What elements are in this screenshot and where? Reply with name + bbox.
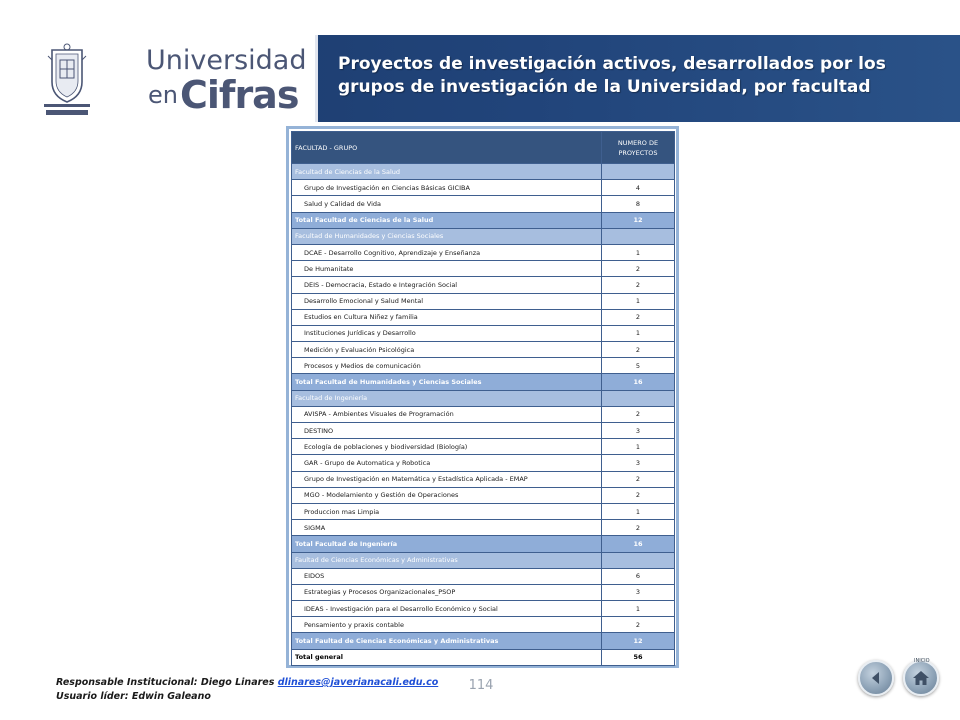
row-value: 2: [602, 471, 675, 487]
table-row: [292, 617, 675, 633]
row-value: 3: [602, 455, 675, 471]
total-row: [292, 374, 675, 390]
row-value: 2: [602, 309, 675, 325]
row-label: Total Facultad de Ciencias de la Salud: [292, 212, 602, 228]
table-row: [292, 293, 675, 309]
row-value: 1: [602, 503, 675, 519]
row-value: 1: [602, 439, 675, 455]
table-row: [292, 487, 675, 503]
row-label: DESTINO: [292, 423, 602, 439]
row-value: 2: [602, 261, 675, 277]
row-label: Total Facultad de Humanidades y Ciencias Sociales: [292, 374, 602, 390]
row-label: Facultad de Ingeniería: [292, 390, 602, 406]
brand-line1: Universidad: [146, 45, 307, 76]
brand-wordmark: [142, 45, 312, 121]
row-value: 16: [602, 374, 675, 390]
row-label: Instituciones Jurídicas y Desarrollo: [292, 325, 602, 341]
table-row: [292, 423, 675, 439]
header-banner: [0, 35, 960, 122]
table-row: [292, 584, 675, 600]
brand-line2-small: en: [148, 81, 178, 109]
footer-credits: [56, 676, 476, 704]
row-value: 2: [602, 487, 675, 503]
back-arrow-icon: [866, 668, 886, 688]
responsible-line: [56, 676, 476, 690]
table-row: [292, 601, 675, 617]
page-number: 114: [468, 678, 494, 693]
row-value: [602, 164, 675, 180]
row-value: 12: [602, 633, 675, 649]
row-label: GAR - Grupo de Automatica y Robotica: [292, 455, 602, 471]
table-row: [292, 568, 675, 584]
row-value: 12: [602, 212, 675, 228]
home-button[interactable]: [903, 660, 939, 696]
table-row: [292, 455, 675, 471]
row-value: 3: [602, 423, 675, 439]
table-row: [292, 180, 675, 196]
row-value: 2: [602, 342, 675, 358]
university-logo: [38, 42, 96, 118]
row-value: [602, 228, 675, 244]
row-label: SIGMA: [292, 520, 602, 536]
faculty-row: [292, 390, 675, 406]
row-label: De Humanitate: [292, 261, 602, 277]
brand-line2-big: Cifras: [180, 73, 299, 117]
column-header-count: NUMERO DE PROYECTOS: [602, 132, 675, 164]
table-row: [292, 439, 675, 455]
row-label: Total general: [292, 649, 602, 665]
row-value: [602, 390, 675, 406]
row-value: 8: [602, 196, 675, 212]
crest-icon: [38, 42, 96, 118]
table-row: [292, 406, 675, 422]
row-label: Ecología de poblaciones y biodiversidad (Biología): [292, 439, 602, 455]
table-header-row: [292, 132, 675, 164]
row-value: 1: [602, 325, 675, 341]
row-label: AVISPA - Ambientes Visuales de Programación: [292, 406, 602, 422]
row-label: DEIS - Democracia, Estado e Integración Social: [292, 277, 602, 293]
table-row: [292, 520, 675, 536]
responsible-text: Responsable Institucional: Diego Linares: [56, 677, 278, 688]
row-label: DCAE - Desarrollo Cognitivo, Aprendizaje y Enseñanza: [292, 244, 602, 260]
faculty-row: [292, 164, 675, 180]
table-row: [292, 342, 675, 358]
page-title: Proyectos de investigación activos, desarrollados por los grupos de investigación de la Universidad, por facultad: [338, 54, 886, 97]
table-row: [292, 325, 675, 341]
table-row: [292, 309, 675, 325]
table-body: [292, 164, 675, 666]
grand-total-row: [292, 649, 675, 665]
total-row: [292, 212, 675, 228]
row-value: 2: [602, 277, 675, 293]
back-button[interactable]: [858, 660, 894, 696]
row-label: Salud y Calidad de Vida: [292, 196, 602, 212]
table-row: [292, 358, 675, 374]
row-label: Facultad de Humanidades y Ciencias Sociales: [292, 228, 602, 244]
row-label: Total Faultad de Ciencias Económicas y Administrativas: [292, 633, 602, 649]
row-value: 3: [602, 584, 675, 600]
row-label: MGO - Modelamiento y Gestión de Operaciones: [292, 487, 602, 503]
row-label: Faultad de Ciencias Económicas y Administrativas: [292, 552, 602, 568]
projects-table: [291, 131, 675, 666]
row-label: Estudios en Cultura Niñez y familia: [292, 309, 602, 325]
row-value: 16: [602, 536, 675, 552]
leader-line: Usuario líder: Edwin Galeano: [56, 691, 211, 702]
row-label: Desarrollo Emocional y Salud Mental: [292, 293, 602, 309]
row-value: 2: [602, 617, 675, 633]
row-value: 4: [602, 180, 675, 196]
table-row: [292, 471, 675, 487]
home-icon: [911, 668, 931, 688]
total-row: [292, 536, 675, 552]
row-label: Grupo de Investigación en Ciencias Básicas GICIBA: [292, 180, 602, 196]
faculty-row: [292, 228, 675, 244]
row-label: Pensamiento y praxis contable: [292, 617, 602, 633]
table-row: [292, 244, 675, 260]
faculty-row: [292, 552, 675, 568]
column-header-group: FACULTAD - GRUPO: [292, 132, 602, 164]
row-label: Procesos y Medios de comunicación: [292, 358, 602, 374]
home-tag: INICIO: [914, 658, 930, 664]
row-value: 6: [602, 568, 675, 584]
table-row: [292, 261, 675, 277]
row-value: 5: [602, 358, 675, 374]
row-label: Estrategias y Procesos Organizacionales_PSOP: [292, 584, 602, 600]
row-value: 1: [602, 601, 675, 617]
row-label: Medición y Evaluación Psicológica: [292, 342, 602, 358]
row-label: IDEAS - Investigación para el Desarrollo Económico y Social: [292, 601, 602, 617]
row-value: 1: [602, 244, 675, 260]
row-label: Facultad de Ciencias de la Salud: [292, 164, 602, 180]
row-label: Grupo de Investigación en Matemática y Estadística Aplicada - EMAP: [292, 471, 602, 487]
row-value: 2: [602, 520, 675, 536]
row-label: Total Facultad de Ingeniería: [292, 536, 602, 552]
brand-panel: [0, 35, 318, 122]
responsible-email-link[interactable]: dlinares@javerianacali.edu.co: [277, 677, 439, 688]
row-value: 1: [602, 293, 675, 309]
row-value: [602, 552, 675, 568]
table-row: [292, 503, 675, 519]
table-row: [292, 277, 675, 293]
row-label: EIDOS: [292, 568, 602, 584]
table-row: [292, 196, 675, 212]
row-label: Produccion mas Limpia: [292, 503, 602, 519]
data-table-frame: [286, 126, 679, 668]
total-row: [292, 633, 675, 649]
row-value: 56: [602, 649, 675, 665]
row-value: 2: [602, 406, 675, 422]
